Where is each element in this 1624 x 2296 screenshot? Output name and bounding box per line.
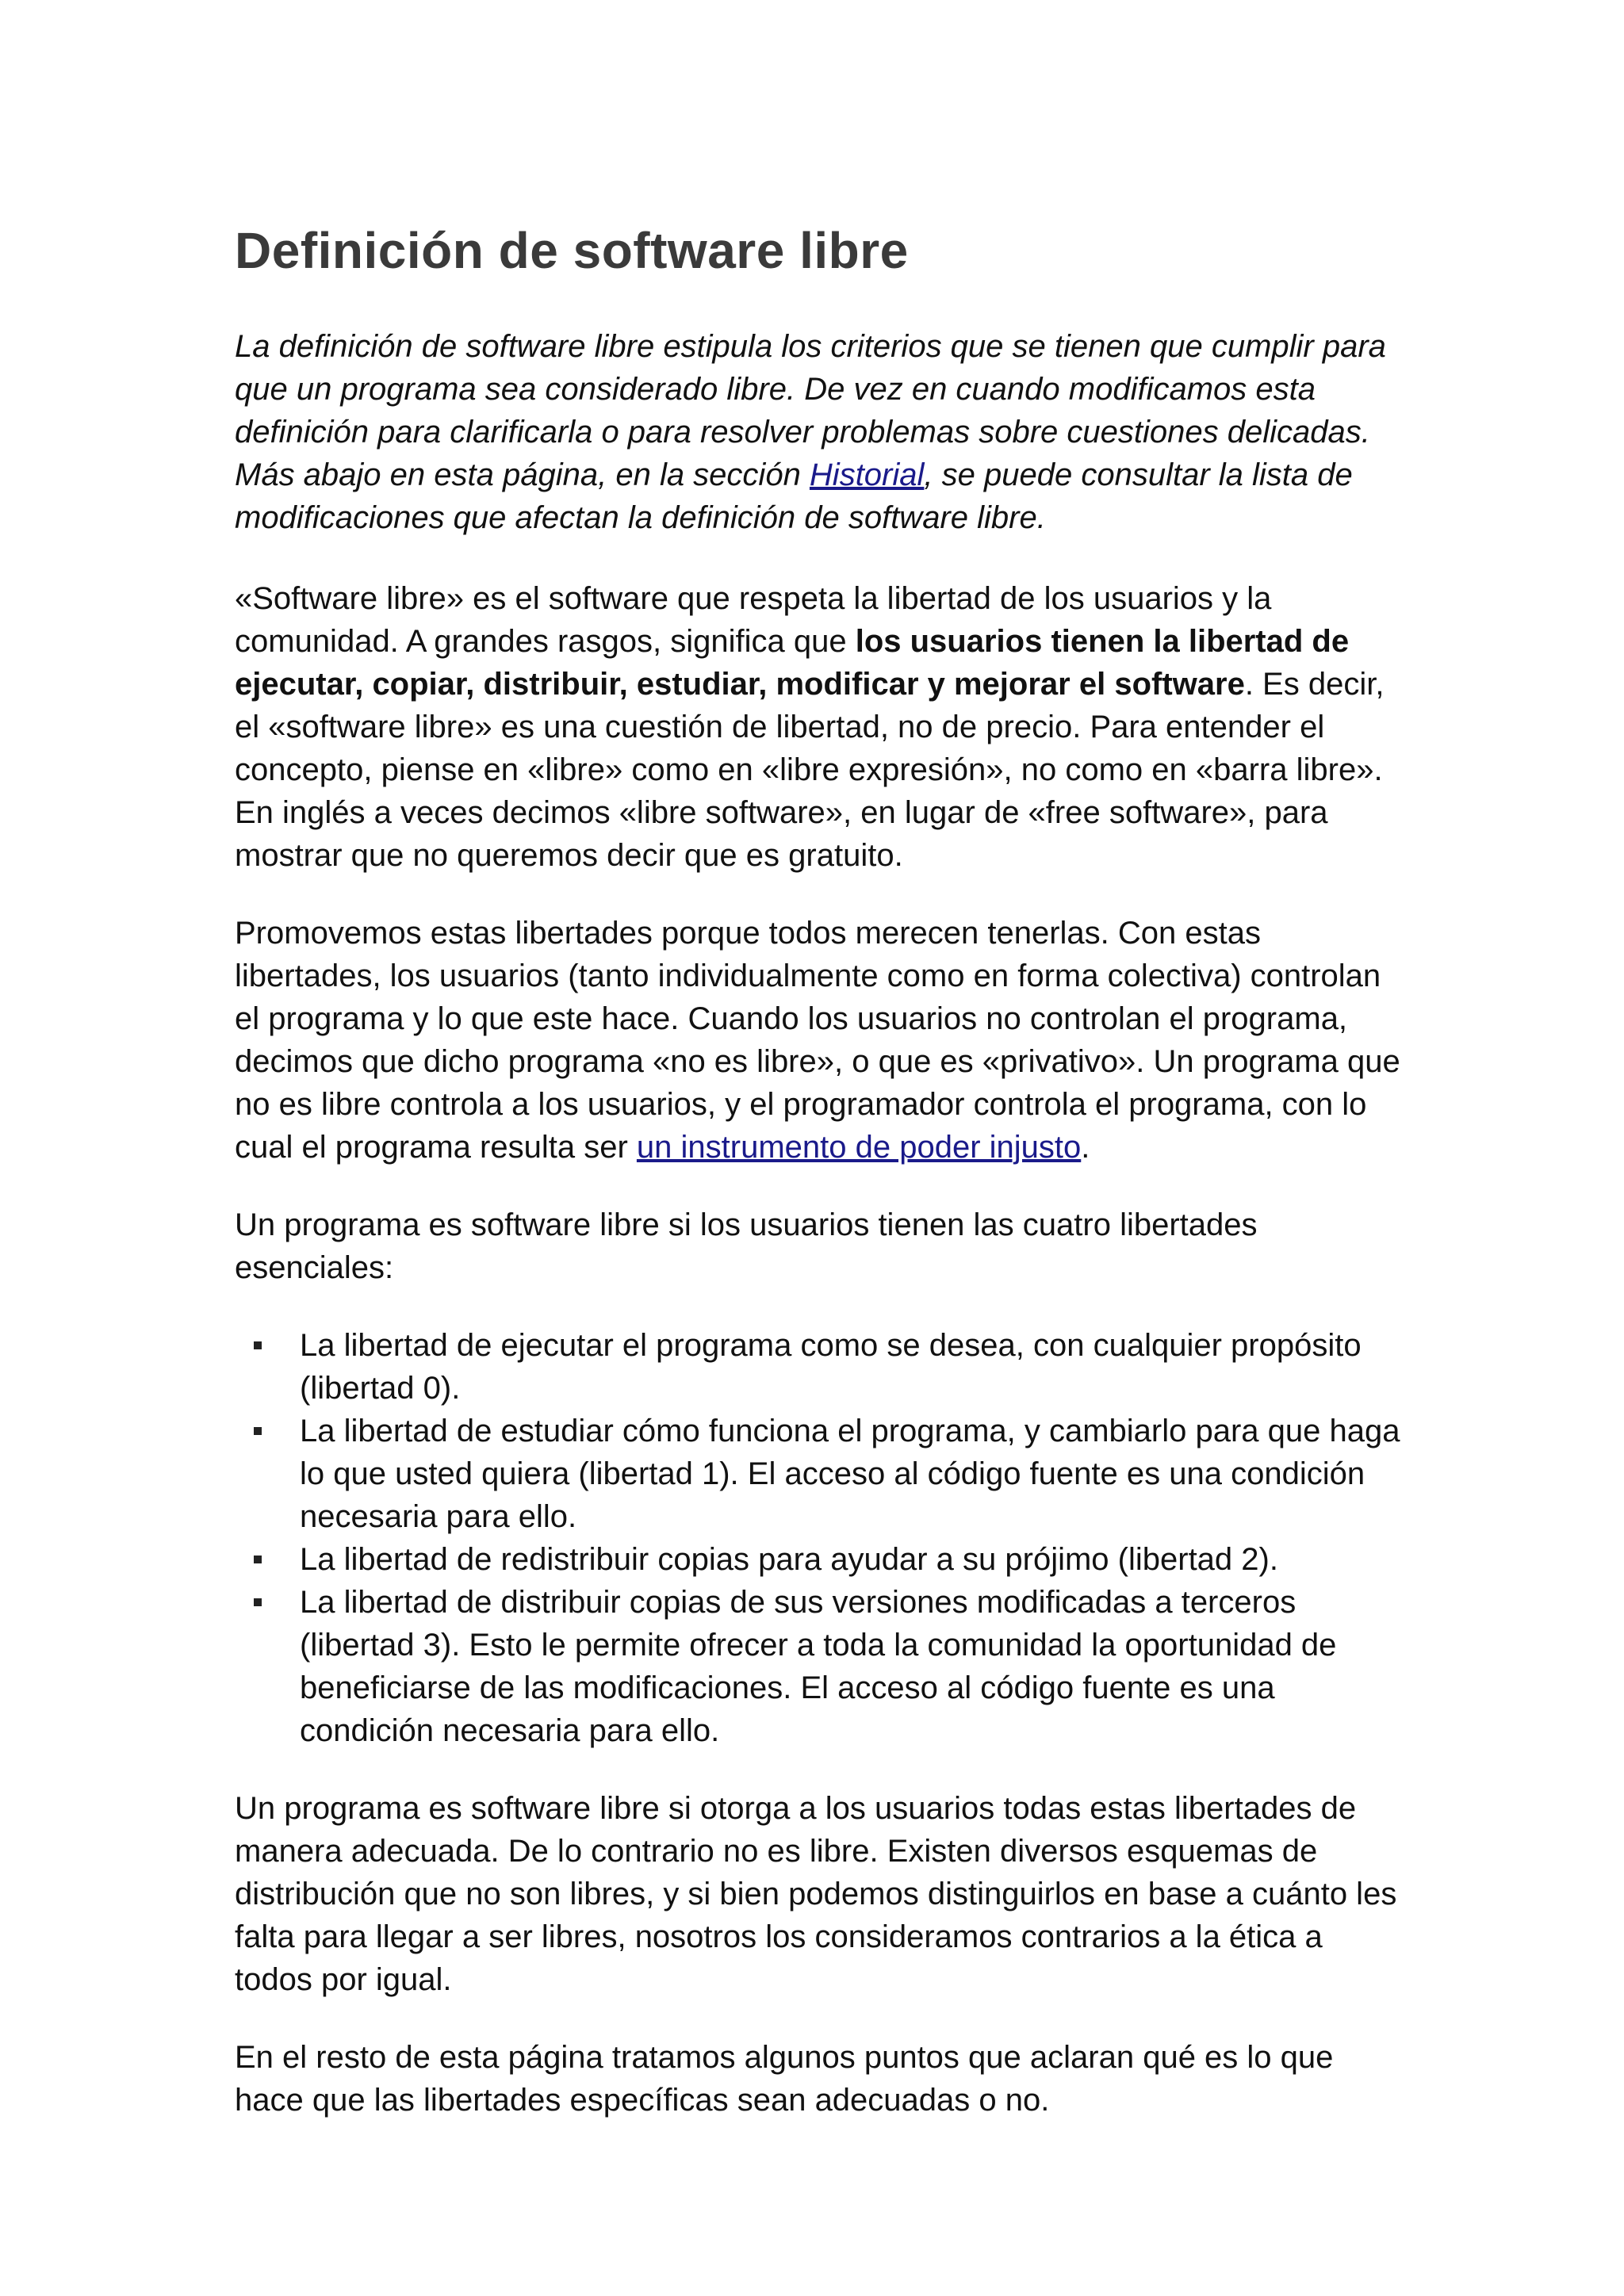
list-item [300, 1538, 1408, 1581]
square-bullet-icon [254, 1556, 262, 1563]
square-bullet-icon [254, 1598, 262, 1606]
freedom-1-text: La libertad de estudiar cómo funciona el programa, y cambiarlo para que haga lo que usted quiera (libertad 1). El acceso al código fuente es una condición necesaria para ello. [300, 1413, 1400, 1534]
list-item [300, 1581, 1408, 1752]
promote-text-before: Promovemos estas libertades porque todos merecen tenerlas. Con estas libertades, los usuarios (tanto individualmente como en forma colectiva) controlan el programa y lo que este hace. Cuando los usuarios no controlan el programa, decimos que dicho programa «no es libre», o que es «privativo». Un programa que no es libre controla a los usuarios, y el programador controla el programa, con lo cual el programa resulta ser [235, 915, 1400, 1165]
four-freedoms-intro: Un programa es software libre si los usuarios tienen las cuatro libertades esenciales: [235, 1207, 1258, 1285]
historial-link[interactable]: Historial [809, 457, 925, 492]
intro-text-after: , se puede consultar la lista de modificaciones que afectan la definición de software libre. [235, 457, 1353, 535]
square-bullet-icon [254, 1341, 262, 1349]
intro-paragraph [235, 325, 1408, 539]
adequate-freedoms-paragraph: Un programa es software libre si otorga a los usuarios todas estas libertades de manera adecuada. De lo contrario no es libre. Existen diversos esquemas de distribución que no son libres, y si bien podemos distinguirlos en base a cuánto les falta para llegar a ser libres, nosotros los consideramos contrarios a la ética a todos por igual. [235, 1790, 1397, 1997]
freedom-3-text: La libertad de distribuir copias de sus versiones modificadas a terceros (libertad 3). Esto le permite ofrecer a toda la comunidad la oportunidad de beneficiarse de las modificaciones. El acceso al código fuente es una condición necesaria para ello. [300, 1584, 1337, 1748]
intro-text-before: La definición de software libre estipula los criterios que se tienen que cumplir para que un programa sea considerado libre. De vez en cuando modificamos esta definición para clarificarla o para resolver problemas sobre cuestiones delicadas. Más abajo en esta página, en la sección [235, 328, 1386, 492]
definition-text-after: . Es decir, el «software libre» es una cuestión de libertad, no de precio. Para entender el concepto, piense en «libre» como en «libre expresión», no como en «barra libre». En inglés a veces decimos «libre software», en lugar de «free software», para mostrar que no queremos decir que es gratuito. [235, 666, 1385, 873]
definition-text-before: «Software libre» es el software que respeta la libertad de los usuarios y la comunidad. A grandes rasgos, significa que [235, 580, 1272, 659]
square-bullet-icon [254, 1427, 262, 1435]
definition-bold-text: los usuarios tienen la libertad de ejecutar, copiar, distribuir, estudiar, modificar y mejorar el software [235, 623, 1350, 702]
freedoms-list [235, 1324, 1408, 1752]
list-item [300, 1410, 1408, 1538]
definition-paragraph [235, 577, 1408, 877]
freedom-2-text: La libertad de redistribuir copias para ayudar a su prójimo (libertad 2). [300, 1541, 1278, 1577]
rest-of-page-paragraph: En el resto de esta página tratamos algunos puntos que aclaran qué es lo que hace que las libertades específicas sean adecuadas o no. [235, 2039, 1334, 2118]
freedom-0-text: La libertad de ejecutar el programa como se desea, con cualquier propósito (libertad 0). [300, 1327, 1362, 1406]
promote-paragraph [235, 912, 1408, 1169]
page-title: Definición de software libre [235, 222, 909, 279]
document-page [235, 222, 1408, 2156]
promote-text-after: . [1081, 1129, 1090, 1165]
list-item [300, 1324, 1408, 1410]
unjust-power-link[interactable]: un instrumento de poder injusto [636, 1129, 1082, 1165]
